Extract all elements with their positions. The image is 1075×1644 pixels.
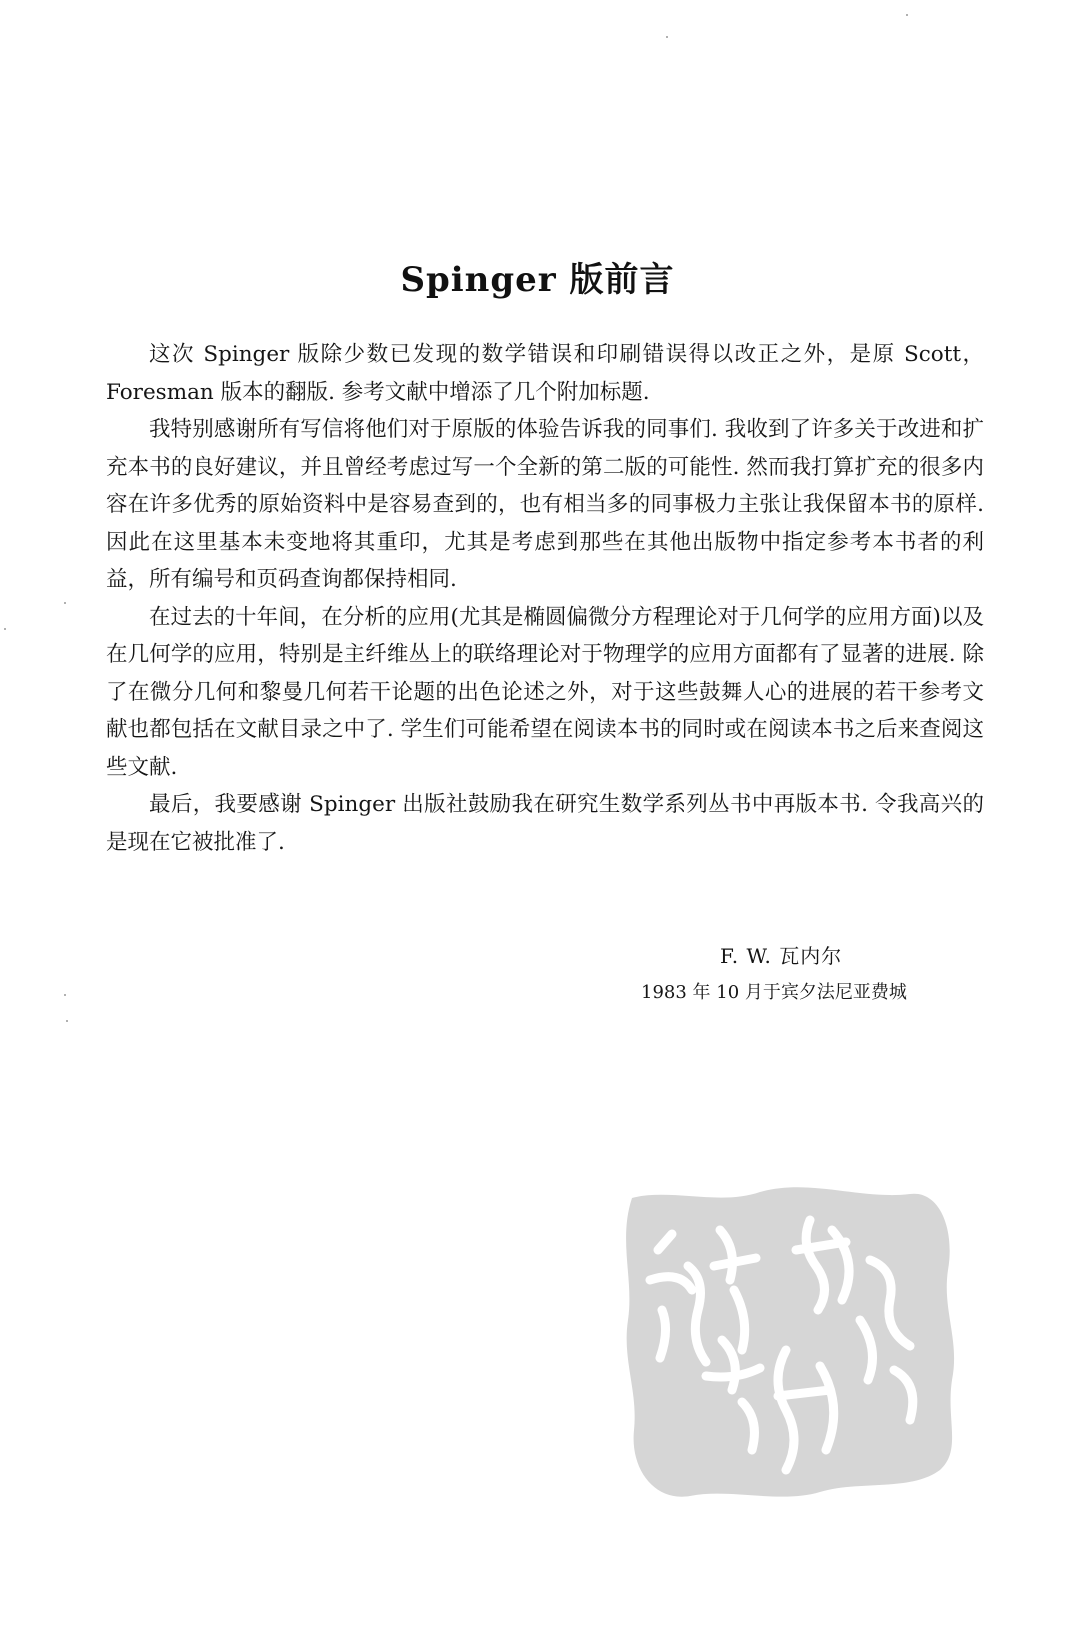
- signature-name: F. W. 瓦内尔: [720, 944, 843, 968]
- signature-place: 1983 年 10 月于宾夕法尼亚费城: [641, 982, 907, 1003]
- paragraph-2: 我特别感谢所有写信将他们对于原版的体验告诉我的同事们. 我收到了许多关于改进和扩充本书的良好建议，并且曾经考虑过写一个全新的第二版的可能性. 然而我打算扩充的很多内容在许多优秀的原始资料中是容易查到的，也有相当多的同事极力主张让我保留本书的原样. 因此在这里基本未变地将其重印，尤其是考虑到那些在其他出版物中指定参考本书者的利益，所有编号和页码查询都保持相同.: [106, 417, 984, 592]
- scan-speck: [64, 602, 66, 604]
- paragraph-4: 最后，我要感谢 Spinger 出版社鼓励我在研究生数学系列丛书中再版本书. 令我高兴的是现在它被批准了.: [106, 792, 984, 855]
- seal-stamp-icon: [610, 1170, 970, 1510]
- paragraph-1: 这次 Spinger 版除少数已发现的数学错误和印刷错误得以改正之外，是原 Scott，Foresman 版本的翻版. 参考文献中增添了几个附加标题.: [106, 342, 984, 405]
- scan-speck: [64, 994, 66, 996]
- page-title: Spinger 版前言: [400, 260, 675, 300]
- scan-speck: [66, 1020, 68, 1022]
- body-text: [106, 336, 984, 861]
- scan-speck: [906, 14, 908, 16]
- scan-speck: [4, 628, 6, 630]
- paragraph-3: 在过去的十年间，在分析的应用(尤其是椭圆偏微分方程理论对于几何学的应用方面)以及在几何学的应用，特别是主纤维丛上的联络理论对于物理学的应用方面都有了显著的进展. 除了在微分几何和黎曼几何若干论题的出色论述之外，对于这些鼓舞人心的进展的若干参考文献也都包括在文献目录之中了. 学生们可能希望在阅读本书的同时或在阅读本书之后来查阅这些文献.: [106, 604, 984, 780]
- scan-speck: [666, 36, 668, 38]
